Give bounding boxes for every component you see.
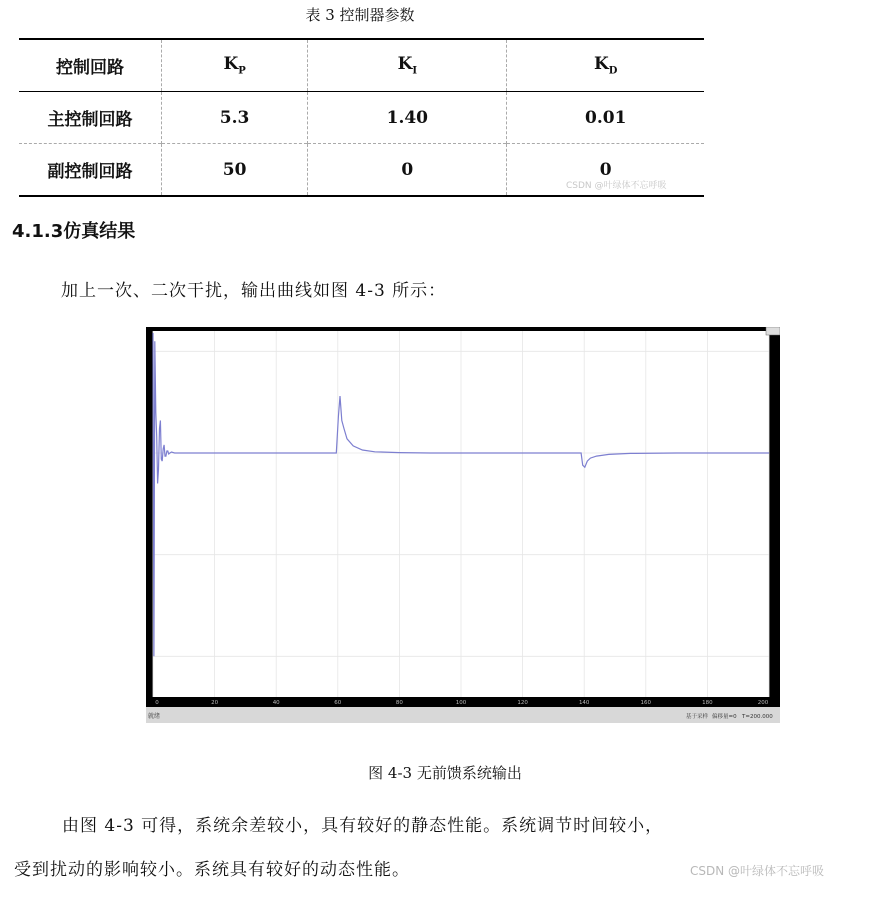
x-tick-label: 40 bbox=[272, 700, 280, 706]
status-offset: 偏移量=0 bbox=[712, 714, 737, 720]
x-tick-label: 140 bbox=[578, 700, 590, 706]
x-tick-label: 120 bbox=[517, 700, 528, 706]
x-tick-label: 100 bbox=[455, 700, 467, 706]
x-tick-label: 200 bbox=[757, 700, 769, 706]
header-ki-label: K bbox=[397, 54, 413, 75]
figure-caption: 图 4-3 无前馈系统输出 bbox=[368, 764, 522, 782]
header-kp-label: K bbox=[223, 54, 239, 75]
x-tick-label: 80 bbox=[395, 700, 403, 706]
controller-params-table bbox=[19, 38, 704, 197]
header-kp bbox=[162, 39, 308, 92]
simulation-plot bbox=[146, 327, 780, 723]
header-kd-label: K bbox=[594, 54, 609, 75]
x-tick-label: 0 bbox=[155, 700, 159, 706]
header-ki bbox=[308, 39, 507, 92]
table-row bbox=[19, 92, 704, 144]
x-tick-label: 160 bbox=[640, 700, 652, 706]
header-kd-sub: D bbox=[608, 65, 618, 77]
status-time: T=200.000 bbox=[742, 714, 773, 720]
watermark-page: CSDN @叶绿体不忘呼吸 bbox=[690, 864, 825, 878]
watermark-table: CSDN @叶绿体不忘呼吸 bbox=[566, 181, 667, 191]
paragraph-conclusion-1: 由图 4-3 可得，系统余差较小，具有较好的静态性能。系统调节时间较小， bbox=[62, 816, 664, 836]
x-tick-label: 180 bbox=[702, 700, 713, 706]
table-cell: 主控制回路 bbox=[47, 110, 133, 130]
table-header-row bbox=[19, 39, 704, 92]
section-title: 4.1.3仿真结果 bbox=[12, 221, 136, 242]
table-cell: 1.40 bbox=[308, 92, 507, 144]
table-cell: 副控制回路 bbox=[47, 162, 133, 182]
header-kd bbox=[507, 39, 704, 92]
status-left: 就绪 bbox=[148, 713, 161, 720]
table-cell: 0 bbox=[507, 144, 704, 197]
header-ki-sub: I bbox=[412, 65, 418, 77]
paragraph-intro: 加上一次、二次干扰，输出曲线如图 4-3 所示： bbox=[61, 281, 447, 301]
table-cell: 0.01 bbox=[507, 92, 704, 144]
table-cell: 0 bbox=[308, 144, 507, 197]
header-kp-sub: P bbox=[238, 65, 246, 77]
table-cell: 50 bbox=[162, 144, 308, 197]
header-loop: 控制回路 bbox=[56, 58, 124, 78]
status-sample: 基于采样 bbox=[686, 714, 709, 720]
x-tick-label: 20 bbox=[211, 700, 219, 706]
paragraph-conclusion-2: 受到扰动的影响较小。系统具有较好的动态性能。 bbox=[14, 860, 410, 880]
table-cell: 5.3 bbox=[162, 92, 308, 144]
x-tick-label: 60 bbox=[334, 700, 342, 706]
window-corner-icon[interactable] bbox=[766, 327, 780, 335]
table-caption: 表 3 控制器参数 bbox=[305, 6, 415, 24]
